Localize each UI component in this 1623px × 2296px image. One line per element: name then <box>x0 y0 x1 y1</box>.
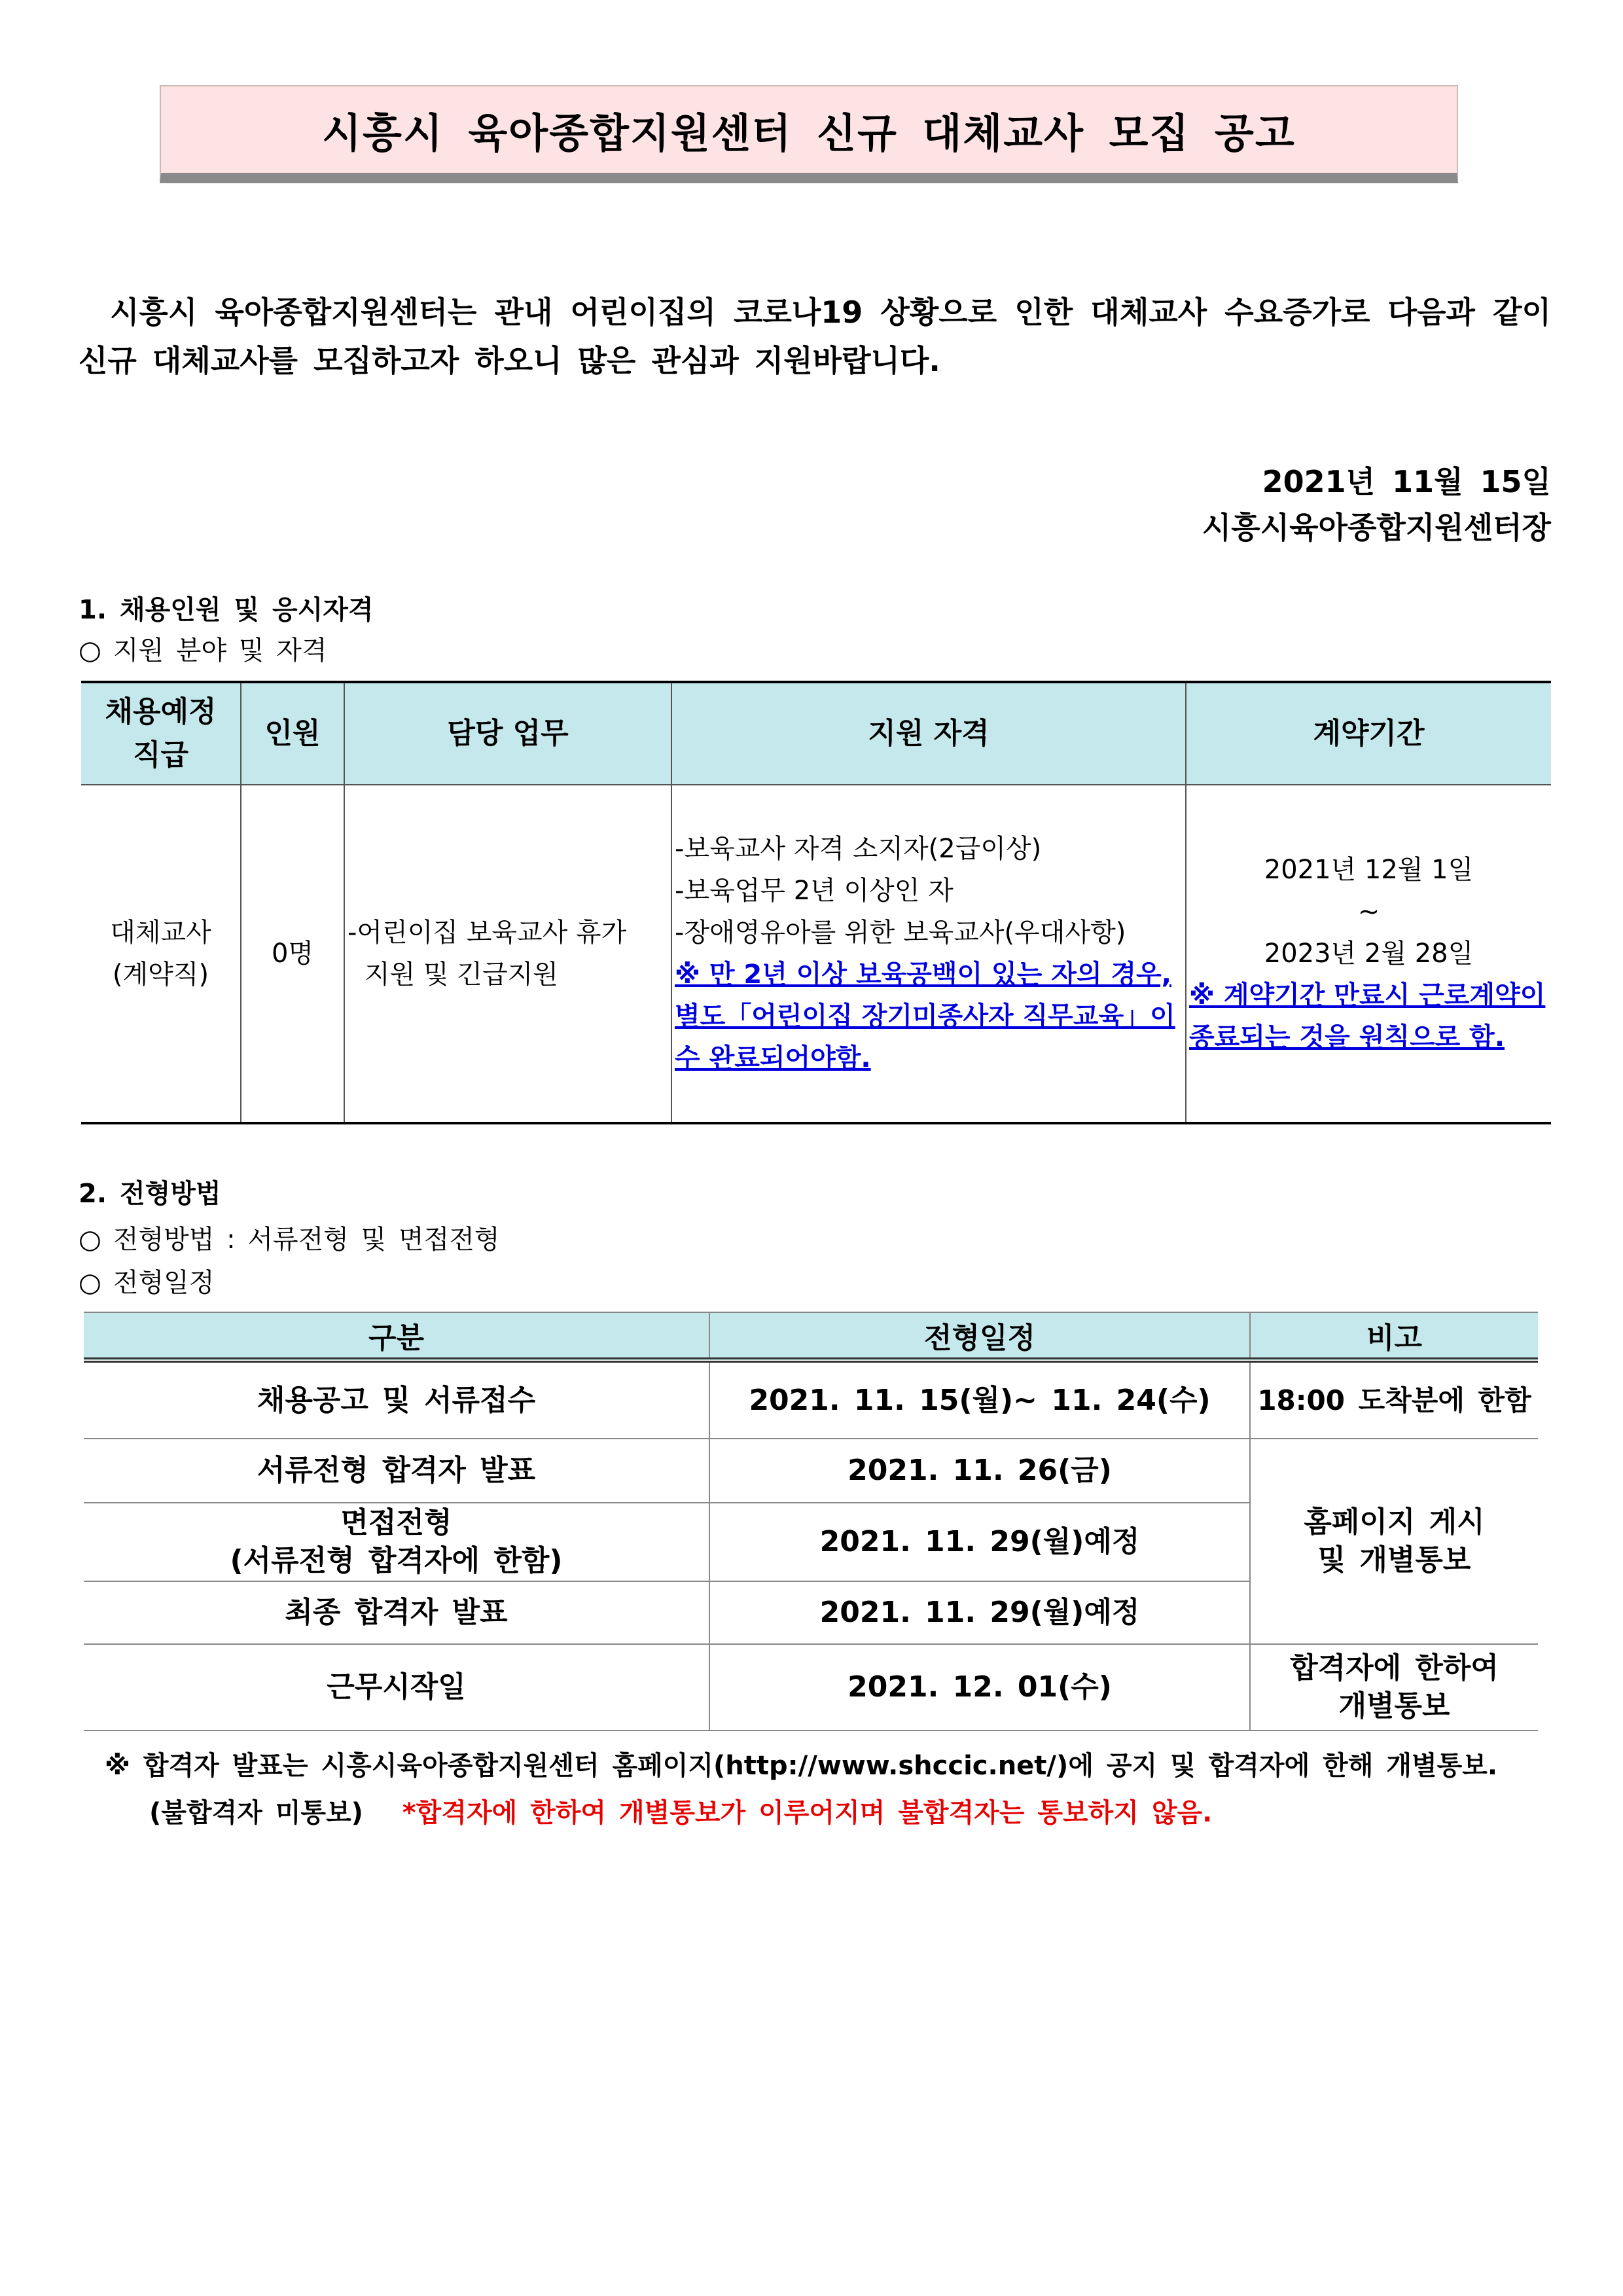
footnote-red-note: *합격자에 한하여 개별통보가 이루어지며 불합격자는 통보하지 않음. <box>402 1798 1213 1828</box>
table-row <box>84 1360 1538 1439</box>
white-circle-icon: ○ <box>79 1225 101 1255</box>
table-row <box>84 1439 1538 1503</box>
cell-label: 면접전형 (서류전형 합격자에 한함) <box>84 1503 709 1581</box>
section1-sub: ○ 지원 분야 및 자격 <box>79 636 327 666</box>
cell-date: 2021. 11. 15(월)~ 11. 24(수) <box>709 1360 1250 1439</box>
white-circle-icon: ○ <box>79 1268 101 1298</box>
header-count: 인원 <box>241 682 344 785</box>
header-position: 채용예정 직급 <box>81 682 241 785</box>
cell-period: 2021년 12월 1일 ~ 2023년 2월 28일 ※ 계약기간 만료시 근로계약이 종료되는 것을 원칙으로 함. <box>1186 785 1551 1123</box>
cell-label: 최종 합격자 발표 <box>84 1581 709 1644</box>
announcement-date: 2021년 11월 15일 <box>1262 464 1551 499</box>
schedule-table <box>84 1312 1538 1731</box>
header-remark: 비고 <box>1250 1312 1538 1360</box>
table-row <box>84 1644 1538 1731</box>
cell-label: 근무시작일 <box>84 1644 709 1731</box>
header-qualification: 지원 자격 <box>671 682 1186 785</box>
cell-merged-note: 홈페이지 게시 및 개별통보 <box>1250 1439 1538 1644</box>
header-period: 계약기간 <box>1186 682 1551 785</box>
table-row <box>81 785 1551 1123</box>
section1-heading: 1. 채용인원 및 응시자격 <box>79 595 374 625</box>
page-title: 시흥시 육아종합지원센터 신규 대체교사 모집 공고 <box>160 85 1458 183</box>
white-circle-icon: ○ <box>79 636 101 666</box>
cell-date: 2021. 12. 01(수) <box>709 1644 1250 1731</box>
table-header-row <box>81 682 1551 785</box>
cell-note: 18:00 도착분에 한함 <box>1250 1360 1538 1439</box>
header-category: 구분 <box>84 1312 709 1360</box>
cell-label: 채용공고 및 서류접수 <box>84 1360 709 1439</box>
qualification-table <box>81 681 1551 1124</box>
qualification-note: ※ 만 2년 이상 보육공백이 있는 자의 경우, 별도「어린이집 장기미종사자 직무교육」이수 완료되어야함. <box>675 960 1175 1073</box>
cell-date: 2021. 11. 29(월)예정 <box>709 1581 1250 1644</box>
cell-count: 0명 <box>241 785 344 1123</box>
header-duty: 담당 업무 <box>344 682 671 785</box>
section2-sub1: ○ 전형방법 : 서류전형 및 면접전형 <box>79 1225 500 1255</box>
period-note: ※ 계약기간 만료시 근로계약이 종료되는 것을 원칙으로 함. <box>1189 980 1546 1052</box>
cell-position: 대체교사 (계약직) <box>81 785 241 1123</box>
footnote-line1: ※ 합격자 발표는 시흥시육아종합지원센터 홈페이지(http://www.shccic.net/)에 공지 및 합격자에 한해 개별통보. <box>105 1751 1498 1781</box>
footnote-line2: (불합격자 미통보) *합격자에 한하여 개별통보가 이루어지며 불합격자는 통보하지 않음. <box>149 1798 1213 1828</box>
issuer: 시흥시육아종합지원센터장 <box>1202 510 1551 545</box>
cell-note: 합격자에 한하여 개별통보 <box>1250 1644 1538 1731</box>
intro-paragraph: 시흥시 육아종합지원센터는 관내 어린이집의 코로나19 상황으로 인한 대체교사 수요증가로 다음과 같이 신규 대체교사를 모집하고자 하오니 많은 관심과 지원바랍니다. <box>79 295 1551 378</box>
cell-date: 2021. 11. 26(금) <box>709 1439 1250 1503</box>
cell-duty: -어린이집 보육교사 휴가 지원 및 긴급지원 <box>344 785 671 1123</box>
cell-label: 서류전형 합격자 발표 <box>84 1439 709 1503</box>
table-header-row <box>84 1312 1538 1360</box>
cell-date: 2021. 11. 29(월)예정 <box>709 1503 1250 1581</box>
section2-sub2: ○ 전형일정 <box>79 1268 215 1298</box>
header-schedule: 전형일정 <box>709 1312 1250 1360</box>
cell-qualification: -보육교사 자격 소지자(2급이상) -보육업무 2년 이상인 자 -장애영유아를 위한 보육교사(우대사항) ※ 만 2년 이상 보육공백이 있는 자의 경우, 별도「어린이집 장기미종사자 직무교육」이수 완료되어야함. <box>671 785 1186 1123</box>
section2-heading: 2. 전형방법 <box>79 1179 221 1209</box>
